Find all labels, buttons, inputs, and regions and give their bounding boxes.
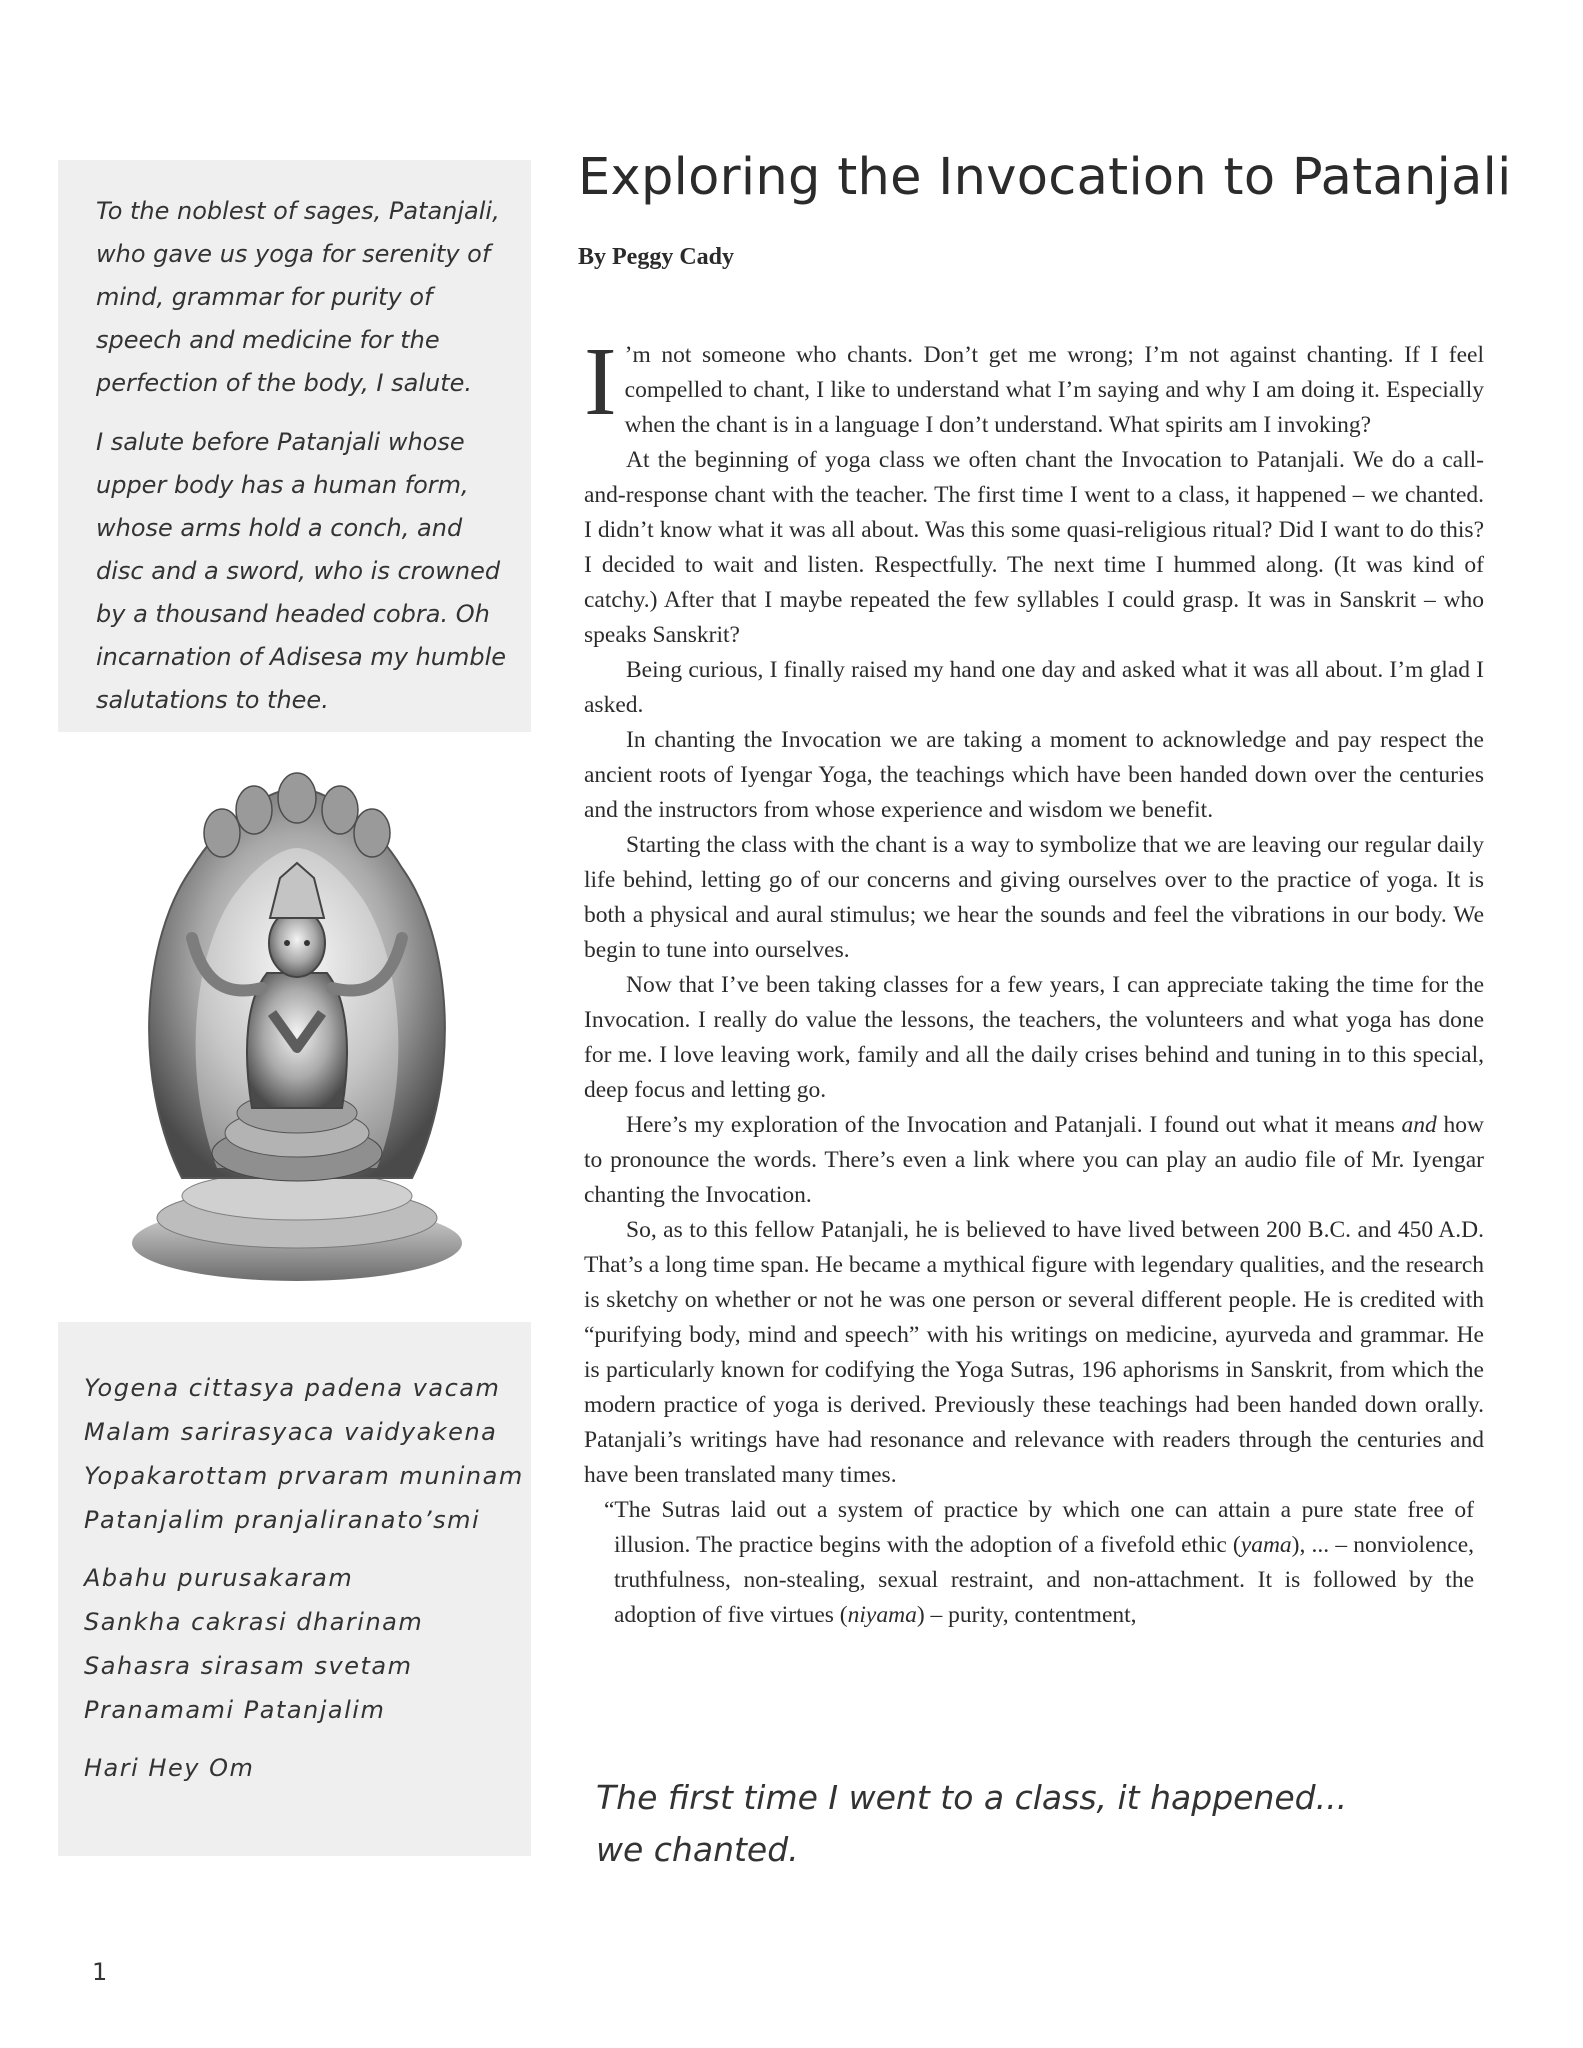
- translation-paragraph-1: To the noblest of sages, Patanjali, who gave us yoga for serenity of mind, grammar for purity of speech and medicine for the perfection of the body, I salute.: [96, 197, 500, 397]
- chant-stanza-2: [84, 1556, 511, 1732]
- article-paragraph: So, as to this fellow Patanjali, he is believed to have lived between 200 B.C. and 450 A.D. That’s a long time span. He became a mythical figure with legendary qualities, and the research is sketchy on whether or not he was one person or several different people. He is credited with “purifying body, mind and speech” with his writings on medicine, ayurveda and grammar. He is particularly known for codifying the Yoga Sutras, 196 aphorisms in Sanskrit, from which the modern practice of yoga is derived. Previously these teachings had been handed down orally. Patanjali’s writings have had resonance and relevance with readers through the centuries and have been translated many times.: [584, 1217, 1484, 1488]
- sanskrit-chant-box: [58, 1322, 531, 1856]
- emphasis: yama: [1240, 1532, 1292, 1558]
- pull-quote: The first time I went to a class, it happened... we chanted.: [596, 1778, 1348, 1869]
- chant-line: Abahu purusakaram: [84, 1564, 354, 1592]
- text-run: “The Sutras laid out a system of practice by which one can attain a pure state free of illusion. The practice begins with the adoption of a fivefold ethic (: [604, 1497, 1474, 1558]
- chant-line: Patanjalim pranjaliranato’smi: [84, 1506, 481, 1534]
- article-paragraph: At the beginning of yoga class we often chant the Invocation to Patanjali. We do a call-and-response chant with the teacher. The first time I went to a class, it happened – we chanted. I didn’t know what it was all about. Was this some quasi-religious ritual? Did I want to do this? I decided to wait and listen. Respectfully. The next time I hummed along. (It was kind of catchy.) After that I maybe repeated the few syllables I could grasp. It was in Sanskrit – who speaks Sanskrit?: [584, 447, 1484, 648]
- invocation-translation-box: [58, 160, 531, 732]
- page-number: 1: [92, 1958, 108, 1986]
- first-paragraph-text: ’m not someone who chants. Don’t get me wrong; I’m not against chanting. If I feel compelled to chant, I like to understand what I’m saying and why I am doing it. Especially when the chant is in a language I don’t understand. What spirits am I invoking?: [624, 342, 1484, 438]
- article-paragraph: Starting the class with the chant is a way to symbolize that we are leaving our regular daily life behind, letting go of our concerns and giving ourselves over to the practice of yoga. It is both a physical and aural stimulus; we hear the sounds and feel the vibrations in our body. We begin to tune into ourselves.: [584, 832, 1484, 963]
- chant-line: Pranamami Patanjalim: [84, 1696, 386, 1724]
- text-run: how to pronounce the words. There’s even a link where you can play an audio file of Mr. Iyengar chanting the Invocation.: [584, 1112, 1484, 1208]
- text-run: ), ... – nonviolence, truthfulness, non-stealing, sexual restraint, and non-attachment. It is followed by the adoption of five virtues (: [614, 1532, 1474, 1628]
- emphasis: and: [1401, 1112, 1437, 1138]
- article-paragraph: Being curious, I finally raised my hand one day and asked what it was all about. I’m glad I asked.: [584, 657, 1484, 718]
- text-run: Here’s my exploration of the Invocation and Patanjali. I found out what it means: [626, 1112, 1402, 1138]
- article-paragraph: [584, 1108, 1484, 1213]
- sutras-quote: [604, 1493, 1474, 1633]
- chant-line: Malam sarirasyaca vaidyakena: [84, 1418, 498, 1446]
- article-paragraph: In chanting the Invocation we are taking a moment to acknowledge and pay respect the ancient roots of Iyengar Yoga, the teachings which have been handed down over the centuries and the instructors from whose experience and wisdom we benefit.: [584, 727, 1484, 823]
- article-paragraph: [584, 328, 1484, 443]
- chant-line: Hari Hey Om: [84, 1754, 255, 1782]
- translation-paragraph-2: I salute before Patanjali whose upper body has a human form, whose arms hold a conch, and disc and a sword, who is crowned by a thousand headed cobra. Oh incarnation of Adisesa my humble salutations to thee.: [96, 428, 507, 714]
- article-byline: By Peggy Cady: [578, 244, 734, 270]
- chant-line: Sankha cakrasi dharinam: [84, 1608, 424, 1636]
- article-title: Exploring the Invocation to Patanjali: [578, 148, 1512, 207]
- chant-stanza-1: [84, 1366, 524, 1542]
- patanjali-statue-image: [122, 748, 472, 1288]
- emphasis: niyama: [847, 1602, 917, 1628]
- chant-line: Sahasra sirasam svetam: [84, 1652, 413, 1680]
- article-body: [584, 328, 1484, 1633]
- chant-line: Yogena cittasya padena vacam: [84, 1374, 501, 1402]
- chant-line: Yopakarottam prvaram muninam: [84, 1462, 524, 1490]
- drop-cap: I: [584, 328, 617, 436]
- text-run: ) – purity, contentment,: [916, 1602, 1137, 1628]
- chant-stanza-3: [84, 1746, 511, 1790]
- article-paragraph: Now that I’ve been taking classes for a few years, I can appreciate taking the time for the Invocation. I really do value the lessons, the teachers, the volunteers and what yoga has done for me. I love leaving work, family and all the daily crises behind and tuning in to this special, deep focus and letting go.: [584, 972, 1484, 1103]
